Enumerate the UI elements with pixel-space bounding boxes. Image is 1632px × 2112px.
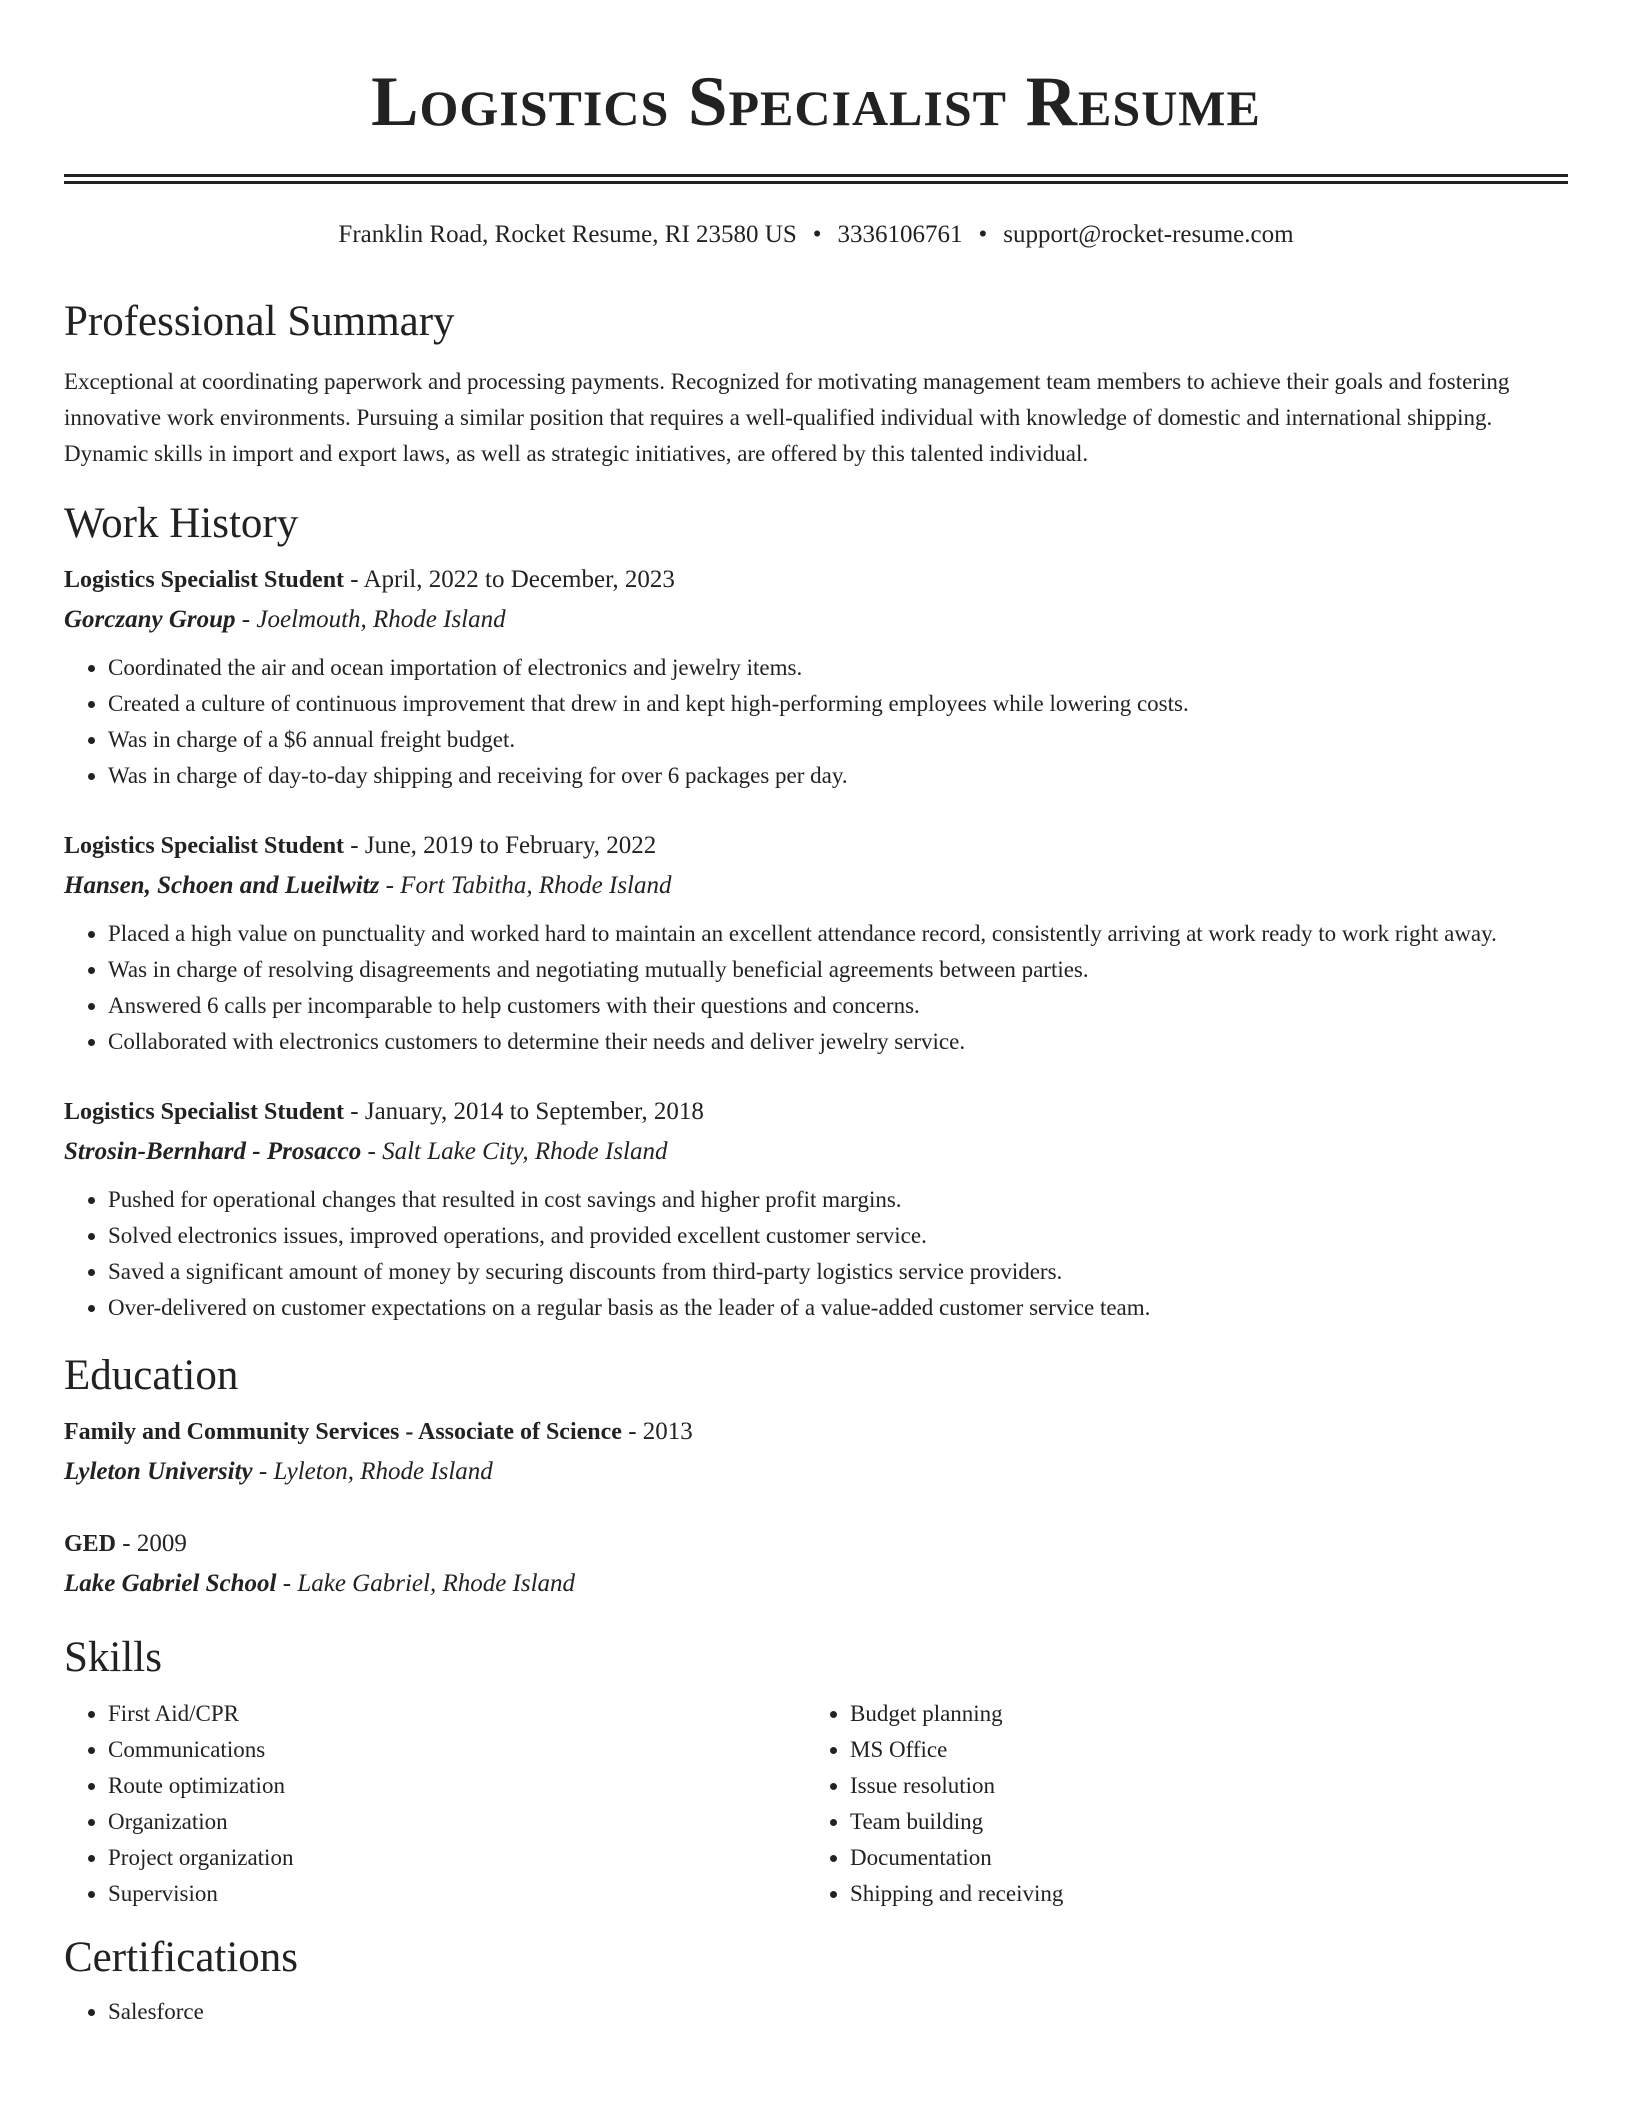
education-entry — [64, 1412, 1568, 1492]
education-section — [64, 1350, 1568, 1604]
skill-item: • Team building — [850, 1804, 1548, 1840]
job-header — [64, 560, 1568, 600]
contact-email: support@rocket-resume.com — [1003, 221, 1294, 248]
skills-list-right — [806, 1696, 1548, 1912]
contact-separator: • — [812, 221, 822, 248]
skills-section — [64, 1632, 1568, 1912]
job-bullet: • Created a culture of continuous improvement that drew in and kept high-performing employees while lowering costs. — [108, 686, 1568, 722]
job-bullet: • Collaborated with electronics customers to determine their needs and deliver jewelry service. — [108, 1024, 1568, 1060]
job-bullets — [64, 650, 1568, 794]
job-location: - Salt Lake City, Rhode Island — [361, 1138, 668, 1165]
job-company: Gorczany Group — [64, 606, 236, 633]
education-year: - 2013 — [621, 1418, 693, 1445]
job-entry — [64, 826, 1568, 1060]
education-school-line — [64, 1452, 1568, 1492]
skill-item: • Supervision — [108, 1876, 806, 1912]
professional-summary-section — [64, 296, 1568, 472]
education-entry — [64, 1524, 1568, 1604]
skill-item: • Route optimization — [108, 1768, 806, 1804]
resume-title: Logistics Specialist Resume — [371, 63, 1261, 141]
education-location: - Lyleton, Rhode Island — [252, 1458, 493, 1485]
skill-item: • Communications — [108, 1732, 806, 1768]
education-school: Lyleton University — [64, 1458, 253, 1485]
job-title: Logistics Specialist Student — [64, 567, 345, 593]
job-employer — [64, 866, 1568, 906]
job-header — [64, 1092, 1568, 1132]
certifications-section — [64, 1932, 1568, 2030]
section-heading-education: Education — [64, 1352, 239, 1399]
job-bullets — [64, 1182, 1568, 1326]
work-history-section — [64, 498, 1568, 1326]
job-bullet: • Coordinated the air and ocean importation of electronics and jewelry items. — [108, 650, 1568, 686]
certification-item: • Salesforce — [108, 1994, 1568, 2030]
job-bullet: • Was in charge of day-to-day shipping and receiving for over 6 packages per day. — [108, 758, 1568, 794]
education-year: - 2009 — [116, 1530, 187, 1557]
job-bullets — [64, 916, 1568, 1060]
education-location: - Lake Gabriel, Rhode Island — [276, 1570, 576, 1597]
job-header — [64, 826, 1568, 866]
skill-item: • Budget planning — [850, 1696, 1548, 1732]
job-bullet: • Solved electronics issues, improved operations, and provided excellent customer service. — [108, 1218, 1568, 1254]
skill-item: • Documentation — [850, 1840, 1548, 1876]
education-header — [64, 1412, 1568, 1452]
skill-item: • First Aid/CPR — [108, 1696, 806, 1732]
contact-separator: • — [978, 221, 988, 248]
job-dates: - January, 2014 to September, 2018 — [344, 1098, 704, 1125]
skills-columns — [64, 1696, 1568, 1912]
section-heading-summary: Professional Summary — [64, 298, 455, 345]
section-heading-skills: Skills — [64, 1634, 162, 1681]
job-location: - Joelmouth, Rhode Island — [235, 606, 506, 633]
job-employer — [64, 600, 1568, 640]
education-school: Lake Gabriel School — [64, 1570, 277, 1597]
skill-item: • Shipping and receiving — [850, 1876, 1548, 1912]
skills-list-left — [64, 1696, 806, 1912]
job-bullet: • Was in charge of resolving disagreements and negotiating mutually beneficial agreements between parties. — [108, 952, 1568, 988]
job-bullet: • Answered 6 calls per incomparable to help customers with their questions and concerns. — [108, 988, 1568, 1024]
contact-phone: 3336106761 — [837, 221, 963, 248]
job-entry — [64, 560, 1568, 794]
education-degree: GED — [64, 1531, 117, 1557]
skill-item: • Organization — [108, 1804, 806, 1840]
job-entry — [64, 1092, 1568, 1326]
job-company: Hansen, Schoen and Lueilwitz — [64, 872, 380, 899]
skill-item: • MS Office — [850, 1732, 1548, 1768]
job-bullet: • Was in charge of a $6 annual freight budget. — [108, 722, 1568, 758]
education-header — [64, 1524, 1568, 1564]
job-dates: - June, 2019 to February, 2022 — [344, 832, 657, 859]
job-title: Logistics Specialist Student — [64, 833, 345, 859]
skill-item: • Project organization — [108, 1840, 806, 1876]
contact-address: Franklin Road, Rocket Resume, RI 23580 US — [338, 221, 797, 248]
section-heading-work: Work History — [64, 500, 299, 547]
education-school-line — [64, 1564, 1568, 1604]
job-bullet: • Pushed for operational changes that resulted in cost savings and higher profit margins. — [108, 1182, 1568, 1218]
job-bullet: • Over-delivered on customer expectations on a regular basis as the leader of a value-added customer service team. — [108, 1290, 1568, 1326]
contact-line — [64, 218, 1568, 252]
job-bullet: • Saved a significant amount of money by securing discounts from third-party logistics service providers. — [108, 1254, 1568, 1290]
job-dates: - April, 2022 to December, 2023 — [344, 566, 675, 593]
job-title: Logistics Specialist Student — [64, 1099, 345, 1125]
section-heading-certifications: Certifications — [64, 1934, 299, 1981]
job-company: Strosin-Bernhard - Prosacco — [64, 1138, 362, 1165]
certifications-list — [64, 1994, 1568, 2030]
title-double-rule — [64, 174, 1568, 184]
summary-text: Exceptional at coordinating paperwork and processing payments. Recognized for motivating management team members to achieve their goals and fostering innovative work environments. Pursuing a similar position that requires a well-qualified individual with knowledge of domestic and international shipping. Dynamic skills in import and export laws, as well as strategic initiatives, are offered by this talented individual. — [64, 369, 1510, 466]
skill-item: • Issue resolution — [850, 1768, 1548, 1804]
job-bullet: • Placed a high value on punctuality and worked hard to maintain an excellent attendance record, consistently arriving at work ready to work right away. — [108, 916, 1568, 952]
job-location: - Fort Tabitha, Rhode Island — [379, 872, 672, 899]
education-degree: Family and Community Services - Associate of Science — [64, 1419, 622, 1445]
job-employer — [64, 1132, 1568, 1172]
